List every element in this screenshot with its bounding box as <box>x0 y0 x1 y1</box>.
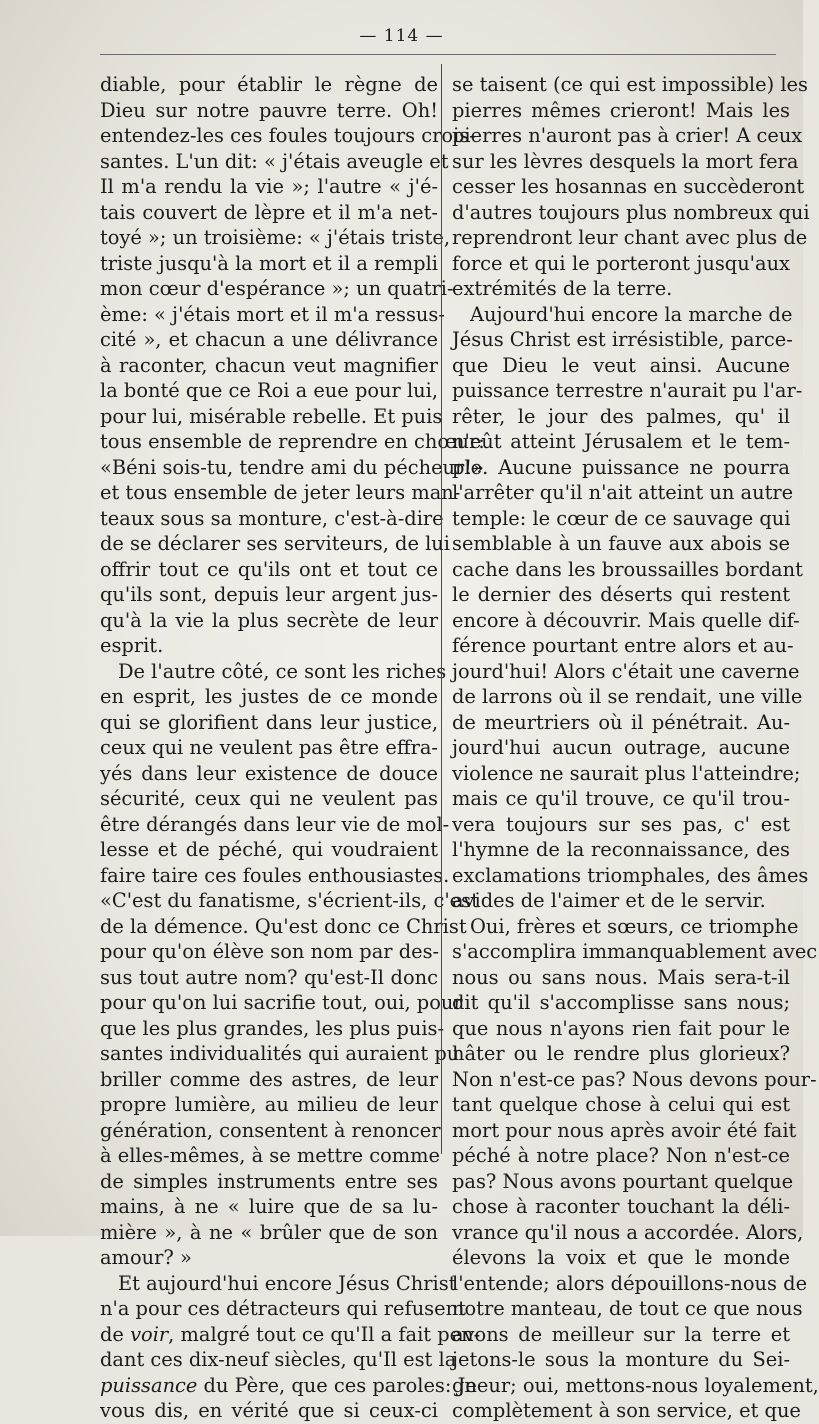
text-line: dant ces dix-neuf siècles, qu'Il est la <box>100 1348 457 1371</box>
text-line: sur les lèvres desquels la mort fera <box>452 149 799 173</box>
text-line: et tous ensemble de jeter leurs man- <box>100 481 461 504</box>
text-line: de meurtriers où il pénétrait. Au- <box>452 710 790 734</box>
text-line: en esprit, les justes de ce monde <box>100 685 438 708</box>
text-line: jourd'hui! Alors c'était une caverne <box>452 659 800 683</box>
text-line: férence pourtant entre alors et au- <box>452 634 794 657</box>
text-line: yés dans leur existence de douce <box>100 761 438 785</box>
text-line: teaux sous sa monture, c'est-à-dire <box>100 506 444 530</box>
text-line: avides de l'aimer et de le servir. <box>452 889 766 912</box>
text-line: jourd'hui aucun outrage, aucune <box>452 736 790 759</box>
text-line: santes individualités qui auraient pu <box>100 1042 460 1065</box>
text-line: faire taire ces foules enthousiastes. <box>100 863 450 887</box>
text-line: ceux qui ne veulent pas être effra- <box>100 736 438 759</box>
text-line: nous ou sans nous. Mais sera-t-il <box>452 965 790 989</box>
text-line: mains, à ne « luire que de sa lu- <box>100 1195 438 1218</box>
text-line: avons de meilleur sur la terre et <box>452 1322 790 1346</box>
text-line: génération, consentent à renoncer <box>100 1118 441 1142</box>
text-line: pour qu'on élève son nom par des- <box>100 940 440 963</box>
text-line: complètement à son service, et que <box>452 1399 801 1422</box>
page-number: — 114 — <box>359 26 444 46</box>
text-line: hâter ou le rendre plus glorieux? <box>452 1042 790 1065</box>
text-line: «C'est du fanatisme, s'écrient-ils, c'est <box>100 889 479 912</box>
header-rule <box>100 54 776 55</box>
text-line: qui se glorifient dans leur justice, <box>100 710 438 734</box>
text-line: la bonté que ce Roi a eue pour lui, <box>100 379 439 402</box>
text-line: santes. L'un dit: « j'étais aveugle et <box>100 149 449 173</box>
text-line: se taisent (ce qui est impossible) les <box>452 73 808 96</box>
text-line: n'eût atteint Jérusalem et le tem- <box>452 430 790 453</box>
text-line: que les plus grandes, les plus puis- <box>100 1016 445 1040</box>
text-line: Jésus Christ est irrésistible, parce- <box>452 328 793 351</box>
text-line: De l'autre côté, ce sont les riches <box>118 659 447 683</box>
text-line: rêter, le jour des palmes, qu' il <box>452 404 790 428</box>
text-line: Dieu sur notre pauvre terre. Oh! <box>100 98 438 122</box>
left-column <box>100 72 485 1424</box>
text-line: tous ensemble de reprendre en chœur: <box>100 430 485 453</box>
text-line: mière », à ne « brûler que de son <box>100 1220 438 1244</box>
text-line: à raconter, chacun veut magnifier <box>100 353 438 377</box>
text-line: péché à notre place? Non n'est-ce <box>452 1144 790 1167</box>
text-line: mort pour nous après avoir été fait <box>452 1118 797 1142</box>
text-line: semblable à un fauve aux abois se <box>452 532 790 555</box>
text-line: amour? » <box>100 1246 192 1269</box>
text-line: pas? Nous avons pourtant quelque <box>452 1169 794 1193</box>
text-line: que nous n'ayons rien fait pour le <box>452 1016 790 1040</box>
text-line: briller comme des astres, de leur <box>100 1067 438 1091</box>
text-line: notre manteau, de tout ce que nous <box>452 1297 803 1320</box>
text-line: vous dis, en vérité que si ceux-ci <box>100 1399 438 1422</box>
text-line: à elles-mêmes, à se mettre comme <box>100 1144 441 1167</box>
text-line: vera toujours sur ses pas, c' est <box>452 812 790 836</box>
text-line: élevons la voix et que le monde <box>452 1246 790 1269</box>
text-line: l'hymne de la reconnaissance, des <box>452 838 790 861</box>
text-line: Non n'est-ce pas? Nous devons pour- <box>452 1067 817 1091</box>
text-line: Et aujourd'hui encore Jésus Christ <box>118 1271 457 1295</box>
text-line: triste jusqu'à la mort et il a rempli <box>100 251 438 275</box>
text-line: cité », et chacun a une délivrance <box>100 328 438 351</box>
text-line: dit qu'il s'accomplisse sans nous; <box>452 991 790 1014</box>
text-line: diable, pour établir le règne de <box>100 73 438 96</box>
text-line: Oui, frères et sœurs, ce triomphe <box>470 914 799 938</box>
text-line: l'arrêter qu'il n'ait atteint un autre <box>452 481 794 504</box>
text-line: tant quelque chose à celui qui est <box>452 1093 790 1116</box>
text-line: pierres mêmes crieront! Mais les <box>452 98 790 122</box>
right-column <box>452 72 819 1424</box>
text-line: offrir tout ce qu'ils ont et tout ce <box>100 557 438 581</box>
text-line: de simples instruments entre ses <box>100 1169 438 1193</box>
text-line: temple: le cœur de ce sauvage qui <box>452 506 791 530</box>
text-line: qu'ils sont, depuis leur argent jus- <box>100 583 438 606</box>
text-line: pour qu'on lui sacrifie tout, oui, pour <box>100 991 463 1014</box>
text-line: pierres n'auront pas à crier! A ceux <box>452 124 803 147</box>
text-line: de voir, malgré tout ce qu'Il a fait pen- <box>100 1322 481 1346</box>
text-line: chose à raconter touchant la déli- <box>452 1195 790 1218</box>
text-line: violence ne saurait plus l'atteindre; <box>452 761 801 785</box>
text-line: mon cœur d'espérance »; un quatri- <box>100 277 454 300</box>
text-line: entendez-les ces foules toujours crois- <box>100 124 476 147</box>
text-line: toyé »; un troisième: « j'étais triste, <box>100 226 451 249</box>
text-line: extrémités de la terre. <box>452 277 673 300</box>
text-line: de se déclarer ses serviteurs, de lui <box>100 532 450 555</box>
text-line: être dérangés dans leur vie de mol- <box>100 812 450 836</box>
text-line: qu'à la vie la plus secrète de leur <box>100 608 438 632</box>
text-line: pour lui, misérable rebelle. Et puis <box>100 404 443 428</box>
text-line: encore à découvrir. Mais quelle dif- <box>452 608 800 632</box>
text-line: vrance qu'il nous a accordée. Alors, <box>452 1220 804 1244</box>
text-line: «Béni sois-tu, tendre ami du pécheur!» <box>100 455 484 479</box>
text-line: Aujourd'hui encore la marche de <box>470 302 793 326</box>
text-line: le dernier des déserts qui restent <box>452 583 790 606</box>
text-line: gneur; oui, mettons-nous loyalement, <box>452 1373 819 1397</box>
text-line: d'autres toujours plus nombreux qui <box>452 200 810 224</box>
text-line: Il m'a rendu la vie »; l'autre « j'é- <box>100 175 438 198</box>
text-line: sécurité, ceux qui ne veulent pas <box>100 787 438 810</box>
text-line: lesse et de péché, qui voudraient <box>100 838 438 861</box>
text-line: exclamations triomphales, des âmes <box>452 863 809 887</box>
text-line: puissance du Père, que ces paroles: Je <box>100 1373 477 1397</box>
text-line: esprit. <box>100 634 164 657</box>
text-line: force et qui le porteront jusqu'aux <box>452 251 790 275</box>
text-line: de larrons où il se rendait, une ville <box>452 685 803 708</box>
text-line: propre lumière, au milieu de leur <box>100 1093 438 1116</box>
column-divider <box>441 64 442 1154</box>
text-line: reprendront leur chant avec plus de <box>452 226 808 249</box>
text-line: sus tout autre nom? qu'est-Il donc <box>100 965 438 989</box>
text-line: ple. Aucune puissance ne pourra <box>452 455 790 479</box>
text-line: mais ce qu'il trouve, ce qu'il trou- <box>452 787 790 810</box>
text-line: puissance terrestre n'aurait pu l'ar- <box>452 379 803 402</box>
text-line: s'accomplira immanquablement avec <box>452 940 818 963</box>
text-line: que Dieu le veut ainsi. Aucune <box>452 353 790 377</box>
text-line: de la démence. Qu'est donc ce Christ <box>100 914 467 938</box>
text-line: cache dans les broussailles bordant <box>452 557 803 581</box>
text-line: l'entende; alors dépouillons-nous de <box>452 1271 808 1295</box>
text-line: ème: « j'étais mort et il m'a ressus- <box>100 302 445 326</box>
text-line: n'a pour ces détracteurs qui refusent <box>100 1297 466 1320</box>
text-line: tais couvert de lèpre et il m'a net- <box>100 200 438 224</box>
text-line: cesser les hosannas en succèderont <box>452 175 805 198</box>
text-line: jetons-le sous la monture du Sei- <box>452 1348 790 1371</box>
